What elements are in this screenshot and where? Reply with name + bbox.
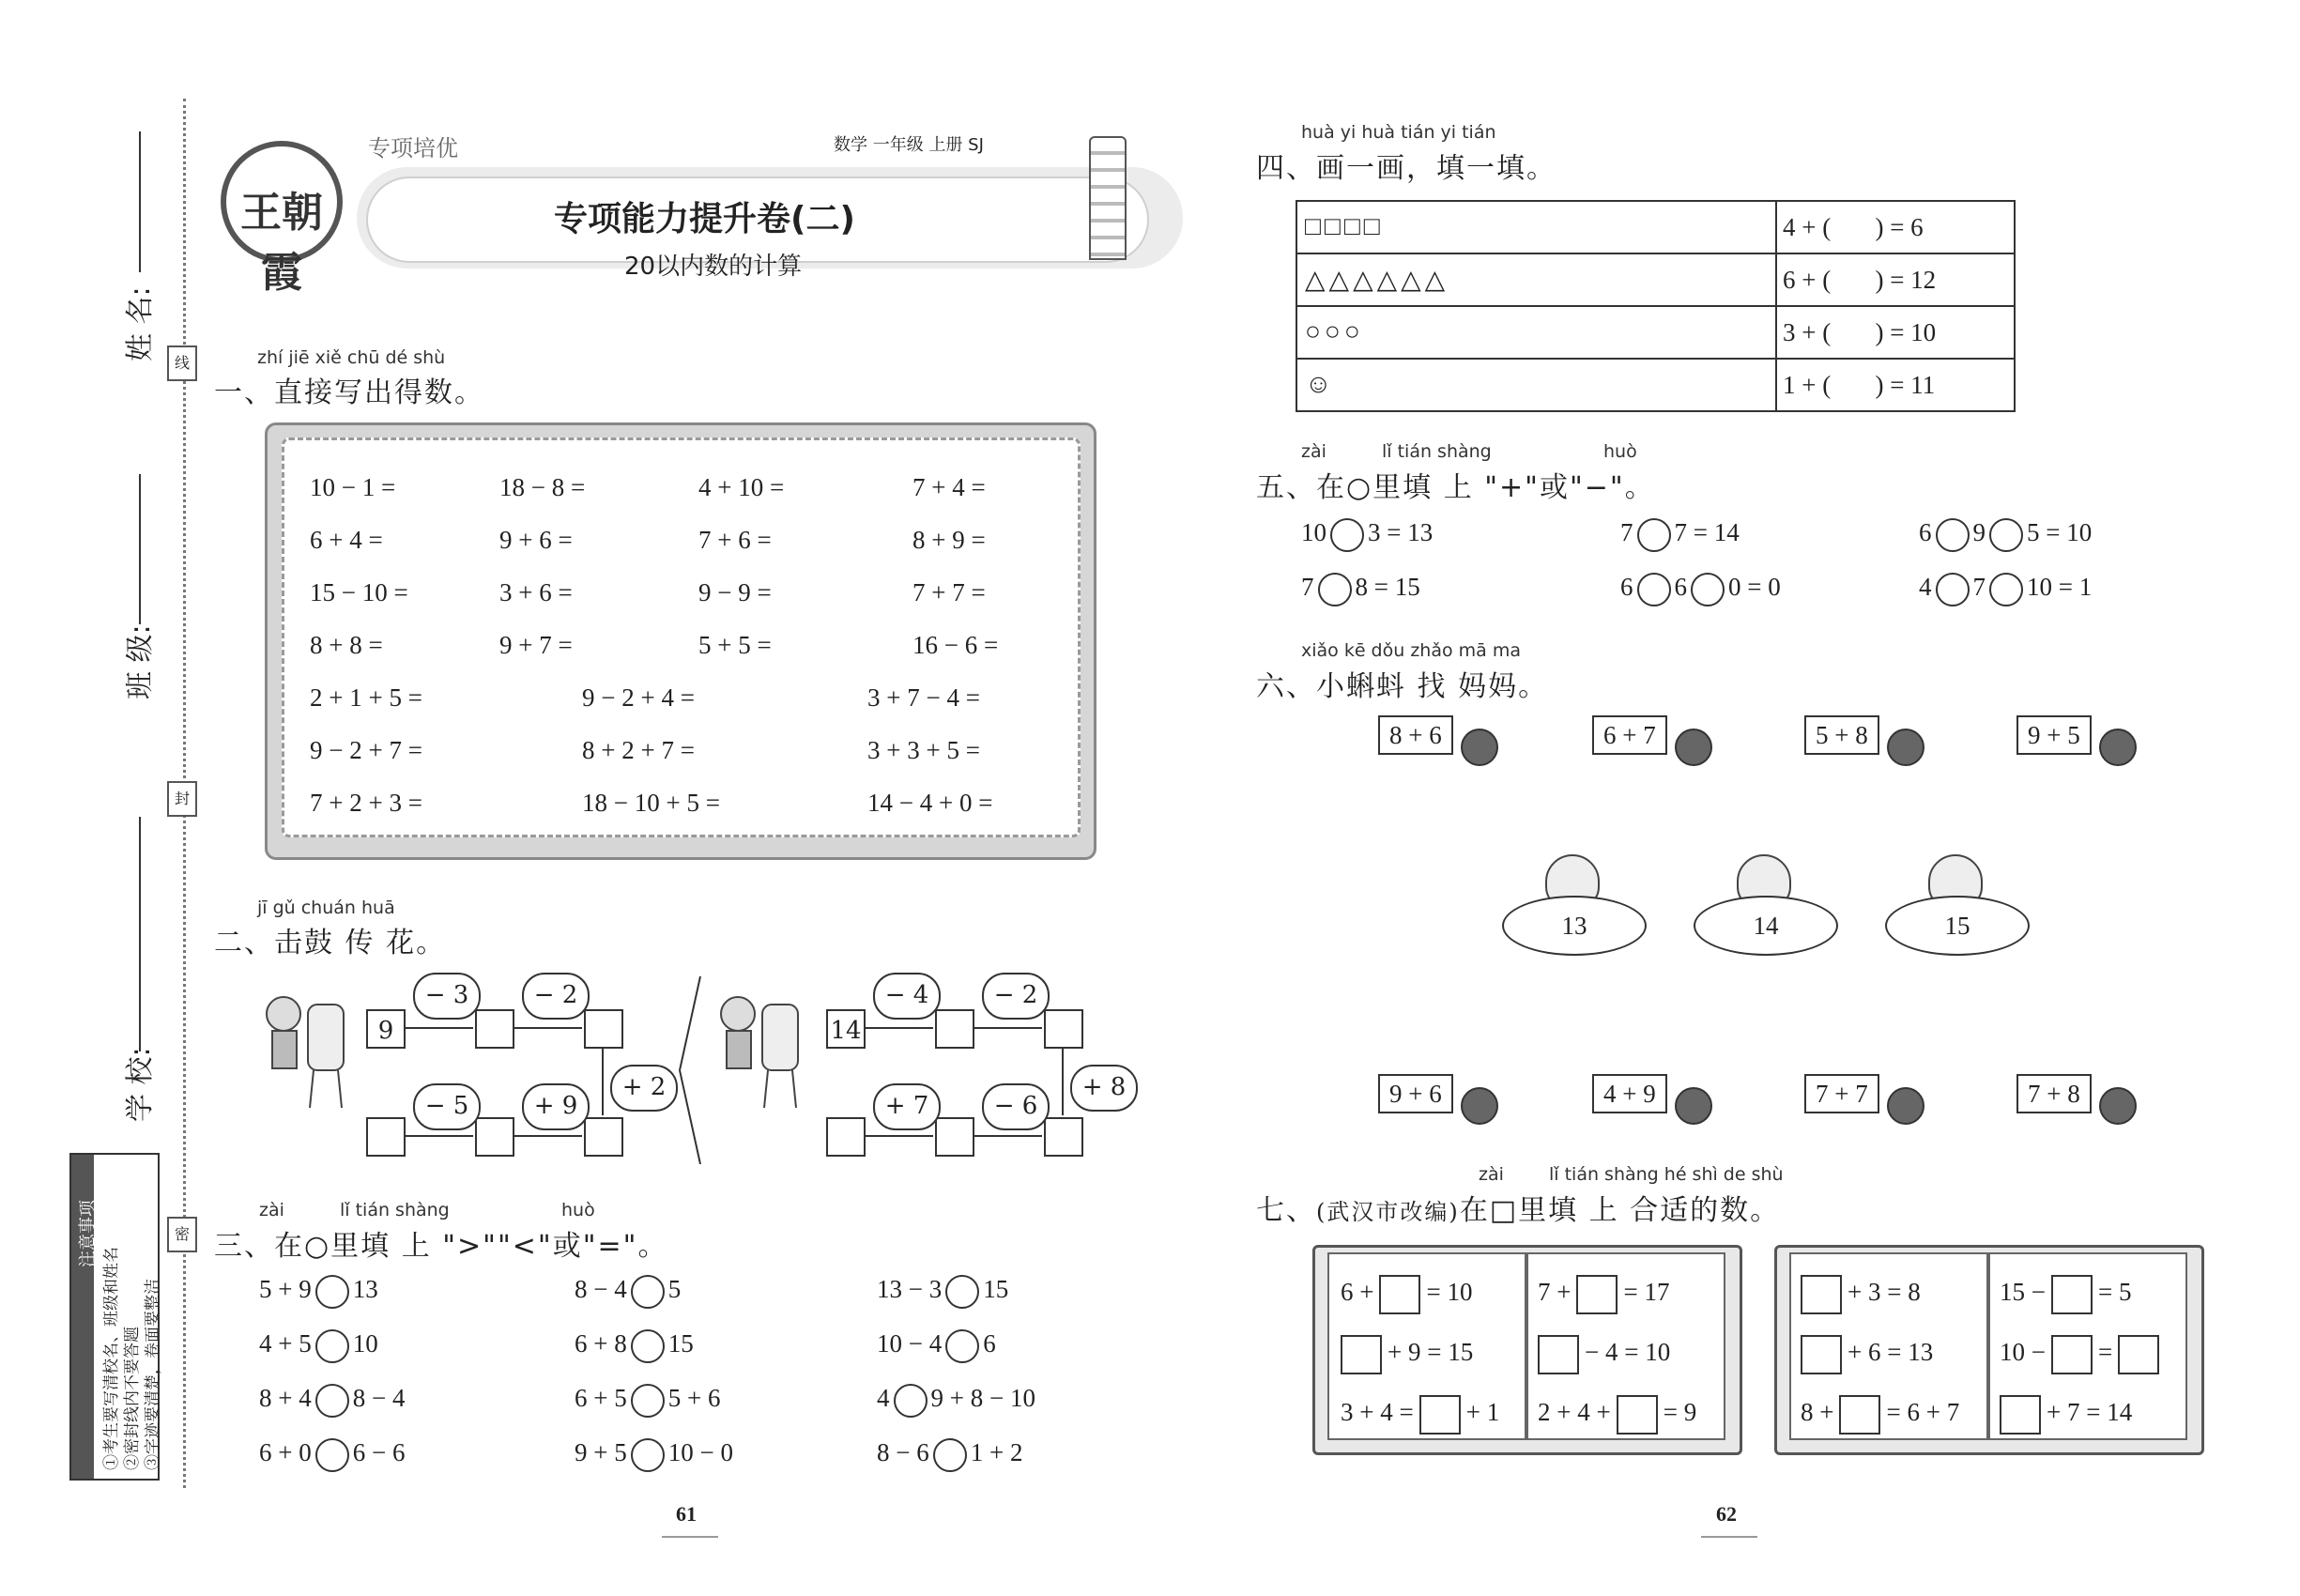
page-deco — [662, 1536, 718, 1538]
s2-answer-box[interactable] — [1044, 1009, 1083, 1049]
note-3: ③字迹要清楚，卷面要整洁 — [144, 1279, 162, 1470]
answer-box[interactable] — [1419, 1395, 1461, 1435]
tadpole-card[interactable]: 4 + 9 — [1592, 1074, 1667, 1113]
s2-left-op: − 2 — [522, 973, 590, 1020]
s5-pinyin-tian: lǐ tián shàng — [1382, 441, 1492, 462]
s3-item — [877, 1438, 1022, 1472]
s7-eq — [1795, 1275, 1921, 1314]
answer-box[interactable] — [1617, 1395, 1658, 1435]
s2-left-op: + 2 — [610, 1065, 678, 1112]
logo-text: 王朝霞 — [240, 189, 323, 297]
page-subtitle: 20以内数的计算 — [624, 253, 803, 281]
s7-eq — [1341, 1395, 1499, 1435]
s1-eq: 9 − 9 = — [698, 578, 772, 606]
s2-left-op: + 9 — [522, 1083, 590, 1130]
s3-pinyin-zai: zài — [259, 1200, 284, 1220]
s4-table — [1296, 200, 2016, 412]
s3-lhs: 13 − 3 — [877, 1275, 943, 1304]
answer-box[interactable] — [1576, 1275, 1618, 1314]
s3-item — [575, 1275, 681, 1309]
s5-item — [1301, 518, 1433, 552]
page-title: 专项能力提升卷(二) — [554, 200, 855, 238]
answer-box[interactable] — [1538, 1335, 1579, 1374]
s3-lhs: 6 + 8 — [575, 1329, 627, 1358]
s5-num: 4 — [1919, 573, 1932, 602]
s7-eq — [1801, 1395, 1959, 1435]
s3-rhs: 8 − 4 — [352, 1384, 406, 1413]
s4-shapes[interactable]: ○○○ — [1296, 306, 1776, 359]
s3-item — [877, 1384, 1035, 1418]
s3-rhs: 6 − 6 — [352, 1438, 406, 1467]
s5-pinyin-zai: zài — [1301, 441, 1326, 462]
compare-circle[interactable] — [631, 1329, 665, 1363]
s3-rhs: 15 — [983, 1275, 1009, 1304]
s1-eq: 18 − 8 = — [499, 473, 586, 501]
answer-box[interactable] — [2051, 1275, 2093, 1314]
answer-box[interactable] — [1801, 1275, 1842, 1314]
s5-item — [1620, 518, 1740, 552]
s1-eq: 8 + 8 = — [310, 631, 383, 659]
s7-eq — [2000, 1335, 2165, 1374]
s1-eq: 10 − 1 = — [310, 473, 396, 501]
s5-num: 0 = 0 — [1728, 573, 1781, 602]
s6-title: 六、小蝌蚪 找 妈妈。 — [1256, 670, 1549, 703]
s1-eq: 7 + 7 = — [912, 578, 986, 606]
s7-eq — [2000, 1275, 2131, 1314]
s7-text: = 17 — [1623, 1278, 1670, 1307]
school-underline — [139, 817, 141, 1051]
s2-answer-box[interactable] — [935, 1117, 974, 1157]
s2-right-op: + 7 — [873, 1083, 941, 1130]
s7-eq — [1538, 1395, 1696, 1435]
s7-title-text: 在□里填 上 合适的数。 — [1459, 1194, 1781, 1227]
compare-circle[interactable] — [945, 1275, 979, 1309]
s3-lhs: 8 − 6 — [877, 1438, 929, 1467]
class-underline — [139, 474, 141, 624]
s7-title — [1256, 1187, 1780, 1228]
s3-pinyin-tian: lǐ tián shàng — [340, 1200, 450, 1220]
s3-lhs: 8 − 4 — [575, 1275, 627, 1304]
s7-eq — [1795, 1335, 1933, 1374]
s5-num: 6 — [1674, 573, 1687, 602]
s7-text: + 7 = 14 — [2047, 1398, 2133, 1427]
s1-eq: 2 + 1 + 5 = — [310, 683, 422, 712]
s7-text: 10 − — [2000, 1338, 2046, 1367]
operator-circle[interactable] — [1691, 573, 1725, 606]
table-row — [1296, 306, 2015, 359]
s2-pinyin: jī gǔ chuán huā — [257, 898, 395, 918]
s7-text: = 6 + 7 — [1886, 1398, 1960, 1427]
compare-circle[interactable] — [631, 1438, 665, 1472]
compare-circle[interactable] — [315, 1329, 349, 1363]
s5-item — [1301, 573, 1420, 606]
s1-eq: 18 − 10 + 5 = — [582, 789, 720, 817]
s4-expr[interactable]: 6 + ( ) = 12 — [1776, 253, 2015, 306]
s3-item — [259, 1275, 378, 1309]
s5-num: 5 = 10 — [2027, 518, 2093, 547]
header-tag: 专项培优 — [368, 135, 458, 161]
tadpole-card[interactable]: 7 + 7 — [1804, 1074, 1879, 1113]
s1-eq: 7 + 6 = — [698, 526, 772, 554]
seal-mark-secret: 密 — [167, 1217, 197, 1252]
s4-shapes[interactable]: △△△△△△ — [1296, 253, 1776, 306]
s3-rhs: 9 + 8 − 10 — [930, 1384, 1035, 1413]
s3-lhs: 6 + 0 — [259, 1438, 312, 1467]
s1-title: 一、直接写出得数。 — [214, 376, 484, 409]
s2-answer-box[interactable] — [584, 1009, 623, 1049]
s7-pinyin-zai: zài — [1479, 1164, 1504, 1185]
s4-pinyin: huà yi huà tián yi tián — [1301, 122, 1496, 143]
tadpole-icon — [1461, 1087, 1498, 1125]
s7-text: = 9 — [1663, 1398, 1697, 1427]
s3-item — [575, 1384, 720, 1418]
s1-eq: 8 + 9 = — [912, 526, 986, 554]
s4-expr[interactable]: 1 + ( ) = 11 — [1776, 359, 2015, 411]
seal-mark-seal: 封 — [167, 781, 197, 817]
s7-source: (武汉市改编) — [1316, 1199, 1460, 1225]
s5-num: 7 — [1620, 518, 1633, 547]
s3-item — [259, 1384, 405, 1418]
lighthouse-icon — [1089, 136, 1127, 260]
s1-eq: 3 + 7 − 4 = — [867, 683, 980, 712]
tadpole-card[interactable]: 7 + 8 — [2016, 1074, 2092, 1113]
compare-circle[interactable] — [894, 1384, 928, 1418]
s7-text: 8 + — [1801, 1398, 1834, 1427]
s5-num: 6 — [1919, 518, 1932, 547]
s2-answer-box[interactable] — [1044, 1117, 1083, 1157]
operator-circle[interactable] — [1936, 518, 1970, 552]
s4-title: 四、画一画，填一填。 — [1256, 152, 1556, 185]
s1-eq: 7 + 4 = — [912, 473, 986, 501]
s7-text: = — [2097, 1338, 2113, 1367]
table-row — [1296, 253, 2015, 306]
s7-text: 15 − — [2000, 1278, 2046, 1307]
name-underline — [139, 131, 141, 272]
tadpole-icon — [1675, 1087, 1712, 1125]
table-row — [1296, 359, 2015, 411]
s5-num: 9 — [1972, 518, 1986, 547]
tadpole-icon — [1887, 729, 1924, 766]
s5-num: 3 = 13 — [1368, 518, 1434, 547]
s1-eq: 7 + 2 + 3 = — [310, 789, 422, 817]
answer-box[interactable] — [2000, 1395, 2041, 1435]
s3-rhs: 13 — [352, 1275, 378, 1304]
operator-circle[interactable] — [1318, 573, 1352, 606]
s1-eq: 9 − 2 + 4 = — [582, 683, 695, 712]
s5-num: 8 = 15 — [1355, 573, 1420, 602]
s5-title: 五、在○里填 上 "+"或"−"。 — [1256, 471, 1655, 504]
s2-left-op: − 3 — [413, 973, 481, 1020]
s7-eq — [1538, 1275, 1669, 1314]
compare-circle[interactable] — [933, 1438, 967, 1472]
brand-logo — [221, 141, 343, 297]
compare-circle[interactable] — [315, 1384, 349, 1418]
s5-item — [1620, 573, 1781, 606]
s3-lhs: 4 + 5 — [259, 1329, 312, 1358]
s3-lhs: 9 + 5 — [575, 1438, 627, 1467]
answer-box[interactable] — [2118, 1335, 2159, 1374]
compare-circle[interactable] — [631, 1275, 665, 1309]
s5-num: 7 — [1972, 573, 1986, 602]
tadpole-icon — [2099, 729, 2137, 766]
page-deco — [1701, 1536, 1757, 1538]
s1-eq: 5 + 5 = — [698, 631, 772, 659]
s3-rhs: 15 — [667, 1329, 694, 1358]
operator-circle[interactable] — [1989, 573, 2023, 606]
school-label: 学 校: — [124, 1047, 157, 1122]
s3-lhs: 5 + 9 — [259, 1275, 312, 1304]
s5-num: 6 — [1620, 573, 1633, 602]
s7-text: + 3 = 8 — [1848, 1278, 1921, 1307]
s2-answer-box[interactable] — [366, 1117, 406, 1157]
s7-eq — [1341, 1275, 1472, 1314]
s3-pinyin-huo: huò — [561, 1200, 595, 1220]
answer-box[interactable] — [1801, 1335, 1842, 1374]
s5-num: 10 — [1301, 518, 1326, 547]
s7-text: 3 + 4 = — [1341, 1398, 1414, 1427]
compare-circle[interactable] — [315, 1275, 349, 1309]
s3-rhs: 5 + 6 — [667, 1384, 721, 1413]
notes-head: 注意事项 — [78, 1200, 98, 1267]
s5-num: 10 = 1 — [2027, 573, 2093, 602]
s2-answer-box[interactable] — [475, 1117, 514, 1157]
frog-leaf[interactable]: 15 — [1885, 896, 2030, 956]
compare-circle[interactable] — [315, 1438, 349, 1472]
s2-right-op: − 6 — [982, 1083, 1050, 1130]
s7-text: 7 + — [1538, 1278, 1572, 1307]
tadpole-icon — [1887, 1087, 1924, 1125]
s3-rhs: 6 — [983, 1329, 996, 1358]
s7-eq — [1335, 1335, 1473, 1374]
s1-eq: 14 − 4 + 0 = — [867, 789, 993, 817]
s3-rhs: 10 — [352, 1329, 378, 1358]
s1-eq: 16 − 6 = — [912, 631, 999, 659]
s7-text: + 9 = 15 — [1388, 1338, 1474, 1367]
operator-circle[interactable] — [1637, 573, 1671, 606]
s3-lhs: 8 + 4 — [259, 1384, 312, 1413]
s3-lhs: 6 + 5 — [575, 1384, 627, 1413]
s6-pinyin: xiǎo kē dǒu zhǎo mā ma — [1301, 640, 1521, 661]
notes-box — [69, 1153, 160, 1481]
s3-item — [877, 1275, 1008, 1309]
s4-shapes[interactable]: □□□□ — [1296, 201, 1776, 253]
s1-eq: 8 + 2 + 7 = — [582, 736, 695, 764]
s4-shapes[interactable]: ☺ — [1296, 359, 1776, 411]
s1-eq: 15 − 10 = — [310, 578, 408, 606]
operator-circle[interactable] — [1989, 518, 2023, 552]
s7-text: + 6 = 13 — [1848, 1338, 1934, 1367]
frog-leaf[interactable]: 13 — [1502, 896, 1647, 956]
s5-num: 7 — [1301, 573, 1314, 602]
s2-answer-box[interactable] — [584, 1117, 623, 1157]
s3-item — [877, 1329, 996, 1363]
table-row — [1296, 201, 2015, 253]
tadpole-card[interactable]: 5 + 8 — [1804, 715, 1879, 755]
s3-item — [259, 1438, 405, 1472]
s2-right-op: − 4 — [873, 973, 941, 1020]
s7-title-num: 七、 — [1256, 1194, 1316, 1227]
compare-circle[interactable] — [631, 1384, 665, 1418]
tadpole-icon — [2099, 1087, 2137, 1125]
s2-answer-box[interactable] — [475, 1009, 514, 1049]
s7-eq — [1532, 1335, 1670, 1374]
tadpole-card[interactable]: 6 + 7 — [1592, 715, 1667, 755]
tadpole-card[interactable]: 9 + 6 — [1378, 1074, 1453, 1113]
s7-text: 2 + 4 + — [1538, 1398, 1611, 1427]
s2-left-start: 9 — [366, 1009, 406, 1049]
note-1: ①考生要写清校名、班级和姓名 — [102, 1247, 121, 1470]
s5-item — [1919, 573, 2092, 606]
s7-text: 6 + — [1341, 1278, 1374, 1307]
answer-box[interactable] — [1341, 1335, 1382, 1374]
s2-answer-box[interactable] — [935, 1009, 974, 1049]
class-label: 班 级: — [124, 624, 157, 699]
s2-right-op: + 8 — [1070, 1065, 1138, 1112]
s3-title: 三、在○里填 上 ">""<"或"="。 — [214, 1230, 668, 1263]
s3-rhs: 5 — [667, 1275, 682, 1304]
s4-expr[interactable]: 3 + ( ) = 10 — [1776, 306, 2015, 359]
s3-rhs: 1 + 2 — [970, 1438, 1023, 1467]
frog-leaf[interactable]: 14 — [1694, 896, 1838, 956]
operator-circle[interactable] — [1330, 518, 1364, 552]
s1-eq: 3 + 6 = — [499, 578, 573, 606]
s5-pinyin-huo: huò — [1603, 441, 1637, 462]
operator-circle[interactable] — [1936, 573, 1970, 606]
s3-rhs: 10 − 0 — [667, 1438, 733, 1467]
s3-lhs: 10 − 4 — [877, 1329, 943, 1358]
s7-pinyin-tian: lǐ tián shàng hé shì de shù — [1549, 1164, 1784, 1185]
s3-item — [259, 1329, 378, 1363]
s3-item — [575, 1329, 694, 1363]
s3-item — [575, 1438, 733, 1472]
tadpole-card[interactable]: 8 + 6 — [1378, 715, 1453, 755]
page-number-right: 62 — [1716, 1502, 1737, 1526]
header-meta: 数学 一年级 上册 SJ — [834, 135, 984, 155]
answer-box[interactable] — [1839, 1395, 1880, 1435]
s7-text: − 4 = 10 — [1585, 1338, 1671, 1367]
s2-answer-box[interactable] — [826, 1117, 866, 1157]
s5-item — [1919, 518, 2092, 552]
s2-right-op: − 2 — [982, 973, 1050, 1020]
note-2: ②密封线内不要答题 — [123, 1327, 142, 1470]
s2-left-op: − 5 — [413, 1083, 481, 1130]
s7-text: = 10 — [1426, 1278, 1473, 1307]
s1-eq: 6 + 4 = — [310, 526, 383, 554]
operator-circle[interactable] — [1637, 518, 1671, 552]
compare-circle[interactable] — [945, 1329, 979, 1363]
s3-lhs: 4 — [877, 1384, 890, 1413]
seal-mark-line: 线 — [167, 345, 197, 381]
tadpole-card[interactable]: 9 + 5 — [2016, 715, 2092, 755]
s1-eq: 3 + 3 + 5 = — [867, 736, 980, 764]
tadpole-icon — [1461, 729, 1498, 766]
name-label: 姓 名: — [124, 286, 157, 361]
s4-expr[interactable]: 4 + ( ) = 6 — [1776, 201, 2015, 253]
answer-box[interactable] — [2051, 1335, 2093, 1374]
page-number-left: 61 — [676, 1502, 697, 1526]
s2-title: 二、击鼓 传 花。 — [214, 927, 447, 959]
tadpole-icon — [1675, 729, 1712, 766]
s7-eq — [1994, 1395, 2132, 1435]
s5-num: 7 = 14 — [1674, 518, 1740, 547]
s1-eq: 4 + 10 = — [698, 473, 785, 501]
s2-right-start: 14 — [826, 1009, 866, 1049]
s1-eq: 9 + 7 = — [499, 631, 573, 659]
s1-eq: 9 − 2 + 7 = — [310, 736, 422, 764]
s7-text: + 1 — [1465, 1398, 1500, 1427]
s7-text: = 5 — [2097, 1278, 2132, 1307]
answer-box[interactable] — [1379, 1275, 1420, 1314]
s1-pinyin: zhí jiē xiě chū dé shù — [257, 347, 446, 368]
s1-eq: 9 + 6 = — [499, 526, 573, 554]
